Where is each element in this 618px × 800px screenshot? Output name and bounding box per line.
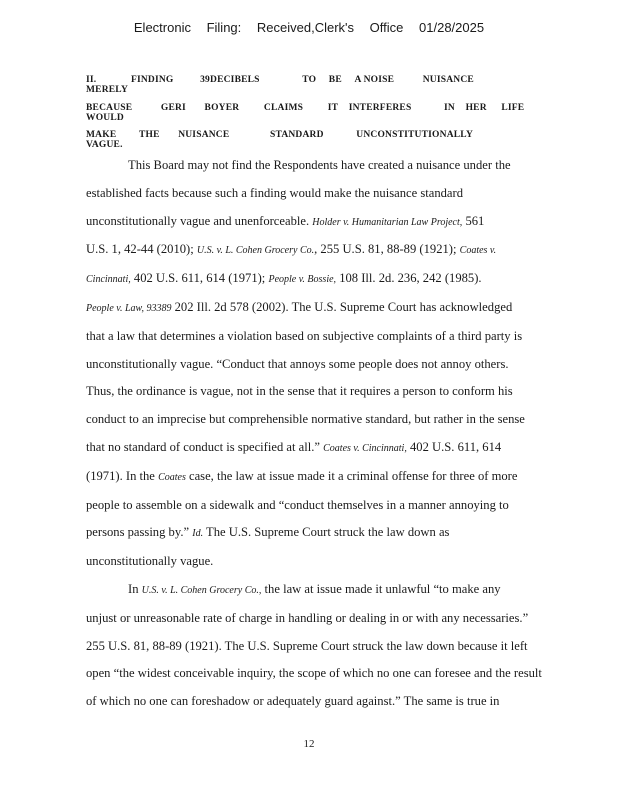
text-run: case, the law at issue made it a criminal offense for three of more: [189, 468, 518, 483]
heading-word: HER: [465, 103, 487, 113]
text-line: [86, 294, 561, 323]
text-line: [86, 434, 561, 463]
paragraph: [86, 152, 561, 576]
document-body: [86, 152, 561, 716]
case-citation: Coates v.: [459, 245, 497, 257]
text-line: conduct to an imprecise but comprehensible normative standard, but rather in the sense: [86, 412, 525, 427]
text-run: The U.S. Supreme Court struck the law down as: [206, 525, 450, 540]
case-citation: Holder v. Humanitarian Law Project,: [312, 216, 463, 228]
heading-word: BECAUSE: [86, 103, 133, 113]
case-citation: Cincinnati,: [86, 274, 131, 286]
heading-word: VAGUE.: [86, 140, 123, 150]
text-run: that no standard of conduct is specified at all.”: [86, 439, 320, 454]
text-line: Thus, the ordinance is vague, not in the sense that it requires a person to conform his: [86, 384, 513, 399]
heading-word: WOULD: [86, 113, 124, 123]
heading-word: A NOISE: [354, 75, 395, 85]
case-citation: People v. Law, 93389: [86, 302, 172, 314]
header-text: Received,Clerk's: [256, 20, 355, 35]
text-line: unconstitutionally vague.: [86, 554, 214, 569]
text-line: 255 U.S. 81, 88-89 (1921). The U.S. Supreme Court struck the law down because it left: [86, 638, 528, 653]
heading-word: CLAIMS: [263, 103, 304, 113]
header-date: 01/28/2025: [419, 20, 485, 35]
heading-word: STANDARD: [270, 130, 324, 140]
text-run: U.S. 1, 42-44 (2010);: [86, 242, 194, 257]
heading-word: FINDING: [130, 75, 174, 85]
text-line: that a law that determines a violation based on subjective complaints of a third party is: [86, 328, 523, 343]
heading-word: MAKE: [86, 130, 117, 140]
heading-word: 39DECIBELS: [200, 75, 260, 85]
text-run: In: [128, 581, 139, 596]
text-line: unjust or unreasonable rate of charge in handling or dealing in or with any necessaries.”: [86, 610, 529, 625]
text-run: 402 U.S. 611, 614: [409, 439, 502, 454]
section-heading-line-2: [86, 103, 566, 123]
text-run: 202 Ill. 2d 578 (2002). The U.S. Supreme Court has acknowledged: [174, 299, 513, 314]
heading-word: NUISANCE: [422, 75, 474, 85]
header-text: Electronic: [133, 20, 191, 35]
paragraph: [86, 576, 561, 716]
heading-word: BE: [328, 75, 342, 85]
text-run: the law at issue made it unlawful “to make any: [264, 581, 501, 596]
heading-word: THE: [138, 130, 160, 140]
text-run: 108 Ill. 2d. 236, 242 (1985).: [339, 271, 482, 286]
text-run: 402 U.S. 611, 614 (1971);: [133, 271, 266, 286]
heading-word: BOYER: [204, 103, 240, 113]
header-text: Filing:: [206, 20, 242, 35]
text-run: persons passing by.”: [86, 525, 190, 540]
text-line: unconstitutionally vague. “Conduct that annoys some people does not annoy others.: [86, 356, 509, 371]
text-line: [86, 519, 561, 548]
text-line: [86, 236, 561, 265]
text-run: (1971). In the: [86, 468, 155, 483]
page-number: 12: [303, 738, 315, 750]
heading-word: NUISANCE: [178, 130, 230, 140]
text-run: , 255 U.S. 81, 88-89 (1921);: [314, 242, 457, 257]
text-line: This Board may not find the Respondents have created a nuisance under the: [128, 158, 511, 172]
case-citation: U.S. v. L. Cohen Grocery Co.: [196, 245, 315, 257]
text-line: [86, 576, 561, 605]
heading-word: IT: [327, 103, 339, 113]
text-line: [86, 265, 561, 294]
heading-word: II.: [86, 75, 97, 85]
section-heading-line-3: [86, 130, 566, 150]
text-run: 561: [465, 213, 485, 228]
case-citation: Coates v. Cincinnati,: [323, 442, 407, 454]
heading-word: IN: [444, 103, 455, 113]
heading-word: TO: [302, 75, 317, 85]
heading-word: INTERFERES: [348, 103, 412, 113]
heading-word: LIFE: [501, 103, 525, 113]
heading-word: MERELY: [86, 85, 129, 95]
text-line: open “the widest conceivable inquiry, the scope of which no one can foresee and the result: [86, 666, 542, 681]
text-line: people to assemble on a sidewalk and “conduct themselves in a manner annoying to: [86, 497, 509, 512]
text-line: [86, 463, 561, 492]
case-citation: Id.: [192, 528, 204, 540]
text-line: of which no one can foreshadow or adequately guard against.” The same is true in: [86, 694, 500, 709]
text-line: [86, 208, 561, 237]
case-citation: Coates: [158, 471, 186, 483]
filing-header: [0, 20, 618, 35]
heading-word: GERI: [160, 103, 186, 113]
case-citation: People v. Bossie,: [268, 274, 337, 286]
text-line: established facts because such a finding would make the nuisance standard: [86, 185, 463, 200]
case-citation: U.S. v. L. Cohen Grocery Co.,: [141, 584, 262, 596]
section-heading-line-1: [86, 75, 566, 95]
header-text: Office: [369, 20, 404, 35]
heading-word: UNCONSTITUTIONALLY: [356, 130, 474, 140]
text-run: unconstitutionally vague and unenforceable.: [86, 213, 310, 228]
